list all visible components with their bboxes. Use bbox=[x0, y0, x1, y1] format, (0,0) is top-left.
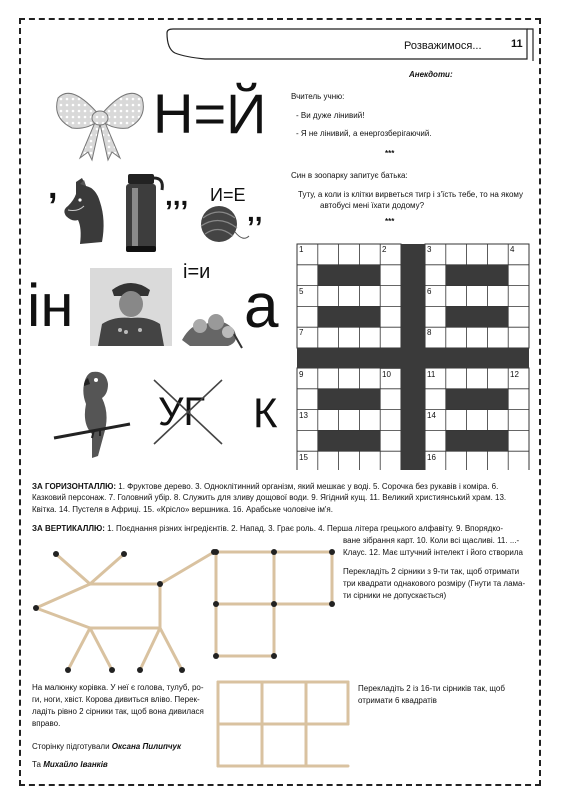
cw-num-16: 16 bbox=[427, 453, 436, 462]
rebus-i-equals-e: И=Е bbox=[210, 185, 246, 205]
bow-icon bbox=[52, 78, 148, 162]
page-number: 11 bbox=[511, 38, 523, 50]
joke-separator-2: *** bbox=[385, 217, 395, 226]
jokes-heading: Анекдоти: bbox=[409, 70, 453, 79]
yarn-ball-icon bbox=[197, 202, 251, 246]
crossword-svg bbox=[293, 242, 539, 470]
cow-text-line1: На малюнку корівка. У неї є голова, тулуб, ро- bbox=[32, 683, 204, 692]
credits-line2: Та Михайло Іванків bbox=[32, 760, 108, 769]
cow-text-line4: вправо. bbox=[32, 719, 61, 728]
parrot-icon bbox=[52, 364, 132, 466]
nine-matches-figure bbox=[206, 542, 342, 666]
puzzle2-line2: отримати 6 квадратів bbox=[358, 696, 437, 705]
down-clues-line1: ЗА ВЕРТИКАЛЛЮ: 1. Поєднання різних інгредієнтів. 2. Напад. 3. Грає роль. 4. Перша літера грецького алфавіту. 9. Впорядко- bbox=[32, 524, 504, 533]
cw-num-13: 13 bbox=[299, 411, 308, 420]
cross-out-icon bbox=[150, 376, 226, 448]
down-clues-line3: Клаус. 12. Має штучний інтелект і його створила bbox=[343, 548, 523, 557]
horse-head-icon bbox=[62, 176, 110, 248]
matchstick-cow-figure bbox=[28, 546, 218, 678]
header-title: Розважимося... bbox=[404, 40, 482, 52]
across-clues-line3: Квітка. 14. Пустеля в Африці. 15. «Крісло» вершника. 16. Арабське чоловіче ім'я. bbox=[32, 505, 333, 514]
cow-text-line3: ладіть рівно 2 сірники так, щоб вона дивилася bbox=[32, 707, 204, 716]
puzzle1-line1: Перекладіть 2 сірники з 9-ти так, щоб отримати bbox=[343, 567, 520, 576]
cw-num-11: 11 bbox=[427, 370, 436, 379]
puzzle1-line2: три квадрати однакового розміру (Гнути та лама- bbox=[343, 579, 526, 588]
rebus-comma-3: ,,, bbox=[165, 180, 189, 211]
cw-num-3: 3 bbox=[427, 245, 432, 254]
thermos-icon bbox=[120, 170, 166, 254]
across-label: ЗА ГОРИЗОНТАЛЛЮ: bbox=[32, 482, 117, 491]
joke-separator: *** bbox=[385, 149, 395, 158]
rebus-i-equals-y: і=и bbox=[183, 261, 211, 283]
cw-num-6: 6 bbox=[427, 287, 432, 296]
flowers-icon bbox=[172, 294, 244, 352]
rebus-comma-1: , bbox=[48, 168, 58, 206]
credit-author-2: Михайло Іванків bbox=[43, 760, 108, 769]
puzzle1-line3: ти сірники не допускається) bbox=[343, 591, 447, 600]
cw-num-5: 5 bbox=[299, 287, 304, 296]
cw-num-1: 1 bbox=[299, 245, 304, 254]
cw-num-15: 15 bbox=[299, 453, 308, 462]
sixteen-matches-figure bbox=[212, 674, 354, 774]
down-clues-line2: ване зібрання карт. 10. Коли всі щасливі. 11. ...- bbox=[343, 536, 520, 545]
joke1-line2: - Ви дуже лінивий! bbox=[296, 111, 365, 120]
rebus-in: ін bbox=[27, 272, 74, 339]
cw-num-7: 7 bbox=[299, 328, 304, 337]
cow-text-line2: ги, ноги, хвіст. Корова дивиться вліво. Перек- bbox=[32, 695, 200, 704]
puzzle2-line1: Перекладіть 2 із 16-ти сірників так, щоб bbox=[358, 684, 505, 693]
rebus-k: К bbox=[253, 389, 278, 436]
cw-num-12: 12 bbox=[510, 370, 519, 379]
soldier-photo-icon bbox=[90, 268, 172, 346]
cw-num-8: 8 bbox=[427, 328, 432, 337]
cw-num-9: 9 bbox=[299, 370, 304, 379]
joke2-line1: Син в зоопарку запитує батька: bbox=[291, 171, 408, 180]
cw-num-4: 4 bbox=[510, 245, 515, 254]
across-clues-line1: ЗА ГОРИЗОНТАЛЛЮ: 1. Фруктове дерево. 3. Одноклітинний організм, який мешкає у воді. 5. Сорочка без рукавів і коміра. 6. bbox=[32, 482, 499, 491]
joke1-line1: Вчитель учню: bbox=[291, 92, 345, 101]
cw-num-2: 2 bbox=[382, 245, 387, 254]
rebus-ug-crossed: УГ bbox=[158, 390, 206, 434]
cw-num-14: 14 bbox=[427, 411, 436, 420]
rebus-n-equals-y: Н=Й bbox=[153, 82, 267, 145]
rebus-comma-2: ,, bbox=[247, 196, 263, 227]
credits-line1: Сторінку підготували Оксана Пилипчук bbox=[32, 742, 182, 751]
joke2-line2: Туту, а коли із клітки вирветься тигр і з'їсть тебе, то на якому bbox=[298, 190, 523, 199]
joke1-line3: - Я не лінивий, а енергозберігаючий. bbox=[296, 129, 432, 138]
cw-num-10: 10 bbox=[382, 370, 391, 379]
joke2-line3: автобусі мені їхати додому? bbox=[320, 201, 425, 210]
down-label: ЗА ВЕРТИКАЛЛЮ: bbox=[32, 524, 105, 533]
credit-author-1: Оксана Пилипчук bbox=[111, 742, 182, 751]
rebus-a: а bbox=[244, 272, 279, 341]
across-clues-line2: Казковий персонаж. 7. Головний убір. 8. Служить для зливу дощової води. 9. Ягідний кущ. 11. Великий християнський храм. 13. bbox=[32, 493, 507, 502]
